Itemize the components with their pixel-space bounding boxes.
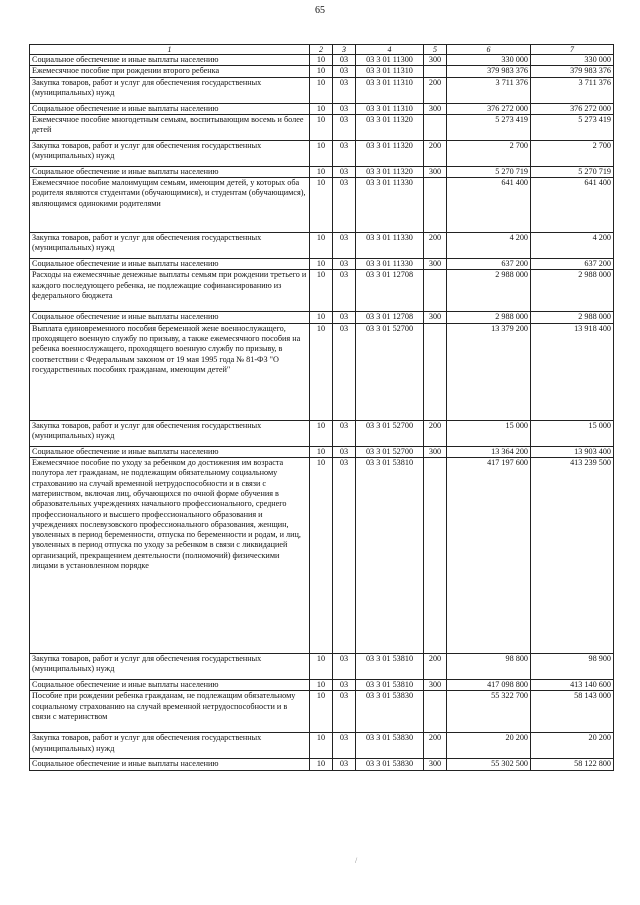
row-name: Ежемесячное пособие при рождении второго ребенка xyxy=(30,66,310,77)
col-header: 5 xyxy=(424,45,447,55)
row-subsection: 03 xyxy=(333,233,356,259)
row-amount-year-2: 58 122 800 xyxy=(531,759,614,770)
row-expense-type: 200 xyxy=(424,654,447,680)
table-row xyxy=(30,259,614,270)
row-target-code: 03 3 01 53830 xyxy=(356,733,424,759)
row-name: Социальное обеспечение и иные выплаты населению xyxy=(30,166,310,177)
row-amount-year-1: 98 800 xyxy=(447,654,531,680)
col-header: 1 xyxy=(30,45,310,55)
row-name: Выплата единовременного пособия беременной жене военнослужащего, проходящего военную службу по призыву, а также ежемесячного пособия на ребенка военнослужащего, проходящего военную службу по призыву, в соответствии с Федеральным законом от 19 мая 1995 года № 81-ФЗ "О государственных пособиях гражданам, имеющим детей" xyxy=(30,323,310,420)
table-row xyxy=(30,323,614,420)
row-expense-type: 300 xyxy=(424,446,447,457)
row-name: Пособие при рождении ребенка гражданам, не подлежащим обязательному социальному страхованию на случай временной нетрудоспособности и в связи с материнством xyxy=(30,691,310,733)
table-row xyxy=(30,759,614,770)
row-target-code: 03 3 01 12708 xyxy=(356,312,424,323)
scan-mark: / xyxy=(355,856,358,865)
row-subsection: 03 xyxy=(333,77,356,103)
row-amount-year-2: 5 273 419 xyxy=(531,114,614,140)
row-amount-year-1: 2 988 000 xyxy=(447,270,531,312)
row-expense-type: 300 xyxy=(424,259,447,270)
row-section: 10 xyxy=(310,420,333,446)
row-expense-type: 200 xyxy=(424,77,447,103)
row-subsection: 03 xyxy=(333,178,356,233)
table-row xyxy=(30,458,614,654)
row-amount-year-2: 413 140 600 xyxy=(531,680,614,691)
col-header: 2 xyxy=(310,45,333,55)
row-expense-type xyxy=(424,114,447,140)
row-section: 10 xyxy=(310,77,333,103)
row-subsection: 03 xyxy=(333,66,356,77)
col-header: 4 xyxy=(356,45,424,55)
row-section: 10 xyxy=(310,654,333,680)
row-amount-year-2: 2 988 000 xyxy=(531,312,614,323)
table-row xyxy=(30,103,614,114)
row-subsection: 03 xyxy=(333,140,356,166)
row-name: Расходы на ежемесячные денежные выплаты семьям при рождении третьего и каждого последующего ребенка, не подлежащие софинансированию из федерального бюджета xyxy=(30,270,310,312)
row-subsection: 03 xyxy=(333,323,356,420)
row-name: Ежемесячное пособие малоимущим семьям, имеющим детей, у которых оба родителя являются студентами (обучающимися), и студентам (обучающимся), являющимся одинокими родителями xyxy=(30,178,310,233)
row-name: Закупка товаров, работ и услуг для обеспечения государственных (муниципальных) нужд xyxy=(30,420,310,446)
table-row xyxy=(30,114,614,140)
row-name: Закупка товаров, работ и услуг для обеспечения государственных (муниципальных) нужд xyxy=(30,654,310,680)
row-section: 10 xyxy=(310,759,333,770)
table-row xyxy=(30,680,614,691)
row-target-code: 03 3 01 11320 xyxy=(356,114,424,140)
row-subsection: 03 xyxy=(333,733,356,759)
row-expense-type xyxy=(424,691,447,733)
row-expense-type xyxy=(424,178,447,233)
row-subsection: 03 xyxy=(333,312,356,323)
row-expense-type xyxy=(424,323,447,420)
row-expense-type: 300 xyxy=(424,312,447,323)
table-row xyxy=(30,178,614,233)
row-name: Закупка товаров, работ и услуг для обеспечения государственных (муниципальных) нужд xyxy=(30,733,310,759)
row-target-code: 03 3 01 53830 xyxy=(356,759,424,770)
row-target-code: 03 3 01 11330 xyxy=(356,259,424,270)
row-target-code: 03 3 01 52700 xyxy=(356,446,424,457)
row-amount-year-2: 5 270 719 xyxy=(531,166,614,177)
row-subsection: 03 xyxy=(333,691,356,733)
row-target-code: 03 3 01 53810 xyxy=(356,680,424,691)
row-section: 10 xyxy=(310,259,333,270)
row-section: 10 xyxy=(310,140,333,166)
row-amount-year-1: 330 000 xyxy=(447,55,531,66)
row-amount-year-1: 15 000 xyxy=(447,420,531,446)
row-expense-type: 300 xyxy=(424,103,447,114)
row-amount-year-2: 20 200 xyxy=(531,733,614,759)
table-body xyxy=(30,55,614,771)
row-amount-year-1: 5 270 719 xyxy=(447,166,531,177)
row-target-code: 03 3 01 53810 xyxy=(356,654,424,680)
row-amount-year-1: 55 302 500 xyxy=(447,759,531,770)
row-expense-type: 300 xyxy=(424,166,447,177)
row-amount-year-1: 2 700 xyxy=(447,140,531,166)
row-expense-type xyxy=(424,270,447,312)
row-amount-year-2: 637 200 xyxy=(531,259,614,270)
row-section: 10 xyxy=(310,66,333,77)
row-amount-year-1: 55 322 700 xyxy=(447,691,531,733)
table-row xyxy=(30,66,614,77)
row-name: Социальное обеспечение и иные выплаты населению xyxy=(30,312,310,323)
budget-table xyxy=(29,44,614,771)
row-name: Социальное обеспечение и иные выплаты населению xyxy=(30,446,310,457)
row-amount-year-2: 15 000 xyxy=(531,420,614,446)
row-target-code: 03 3 01 11330 xyxy=(356,233,424,259)
row-amount-year-2: 2 988 000 xyxy=(531,270,614,312)
row-name: Социальное обеспечение и иные выплаты населению xyxy=(30,103,310,114)
row-section: 10 xyxy=(310,446,333,457)
row-amount-year-2: 641 400 xyxy=(531,178,614,233)
row-expense-type: 300 xyxy=(424,680,447,691)
row-subsection: 03 xyxy=(333,680,356,691)
row-expense-type xyxy=(424,66,447,77)
row-expense-type xyxy=(424,458,447,654)
table-row xyxy=(30,446,614,457)
row-amount-year-2: 4 200 xyxy=(531,233,614,259)
row-name: Закупка товаров, работ и услуг для обеспечения государственных (муниципальных) нужд xyxy=(30,77,310,103)
row-expense-type: 300 xyxy=(424,759,447,770)
row-subsection: 03 xyxy=(333,114,356,140)
row-amount-year-1: 13 364 200 xyxy=(447,446,531,457)
row-name: Социальное обеспечение и иные выплаты населению xyxy=(30,680,310,691)
row-amount-year-2: 98 900 xyxy=(531,654,614,680)
table-row xyxy=(30,420,614,446)
row-name: Социальное обеспечение и иные выплаты населению xyxy=(30,759,310,770)
row-target-code: 03 3 01 11310 xyxy=(356,77,424,103)
table-row xyxy=(30,312,614,323)
row-amount-year-2: 13 918 400 xyxy=(531,323,614,420)
row-amount-year-1: 3 711 376 xyxy=(447,77,531,103)
row-section: 10 xyxy=(310,691,333,733)
row-section: 10 xyxy=(310,55,333,66)
row-section: 10 xyxy=(310,733,333,759)
row-amount-year-1: 641 400 xyxy=(447,178,531,233)
row-amount-year-1: 4 200 xyxy=(447,233,531,259)
row-section: 10 xyxy=(310,458,333,654)
page-number: 65 xyxy=(315,5,325,16)
row-expense-type: 300 xyxy=(424,55,447,66)
row-amount-year-2: 379 983 376 xyxy=(531,66,614,77)
row-section: 10 xyxy=(310,680,333,691)
row-section: 10 xyxy=(310,178,333,233)
table-row xyxy=(30,77,614,103)
row-section: 10 xyxy=(310,103,333,114)
row-amount-year-2: 13 903 400 xyxy=(531,446,614,457)
row-expense-type: 200 xyxy=(424,140,447,166)
row-section: 10 xyxy=(310,270,333,312)
row-target-code: 03 3 01 52700 xyxy=(356,323,424,420)
col-header: 7 xyxy=(531,45,614,55)
row-expense-type: 200 xyxy=(424,233,447,259)
table-row xyxy=(30,733,614,759)
row-subsection: 03 xyxy=(333,270,356,312)
row-target-code: 03 3 01 11310 xyxy=(356,103,424,114)
row-amount-year-2: 413 239 500 xyxy=(531,458,614,654)
row-expense-type: 200 xyxy=(424,420,447,446)
row-amount-year-2: 2 700 xyxy=(531,140,614,166)
row-target-code: 03 3 01 11300 xyxy=(356,55,424,66)
row-amount-year-1: 20 200 xyxy=(447,733,531,759)
table-row xyxy=(30,654,614,680)
row-subsection: 03 xyxy=(333,103,356,114)
row-name: Ежемесячное пособие по уходу за ребенком до достижения им возраста полутора лет гражданам, не подлежащим обязательному социальному страхованию на случай временной нетрудоспособности и в связи с материнством, включая лиц, обучающихся по очной форме обучения в образовательных учреждениях начального профессионального, среднего профессионального и высшего профессионального образования и учреждениях послевузовского профессионального образования, женщин, уволенных в период беременности, отпуска по беременности и родам, и лиц, уволенных в период отпуска по уходу за ребенком в связи с ликвидацией организаций, прекращением деятельности (полномочий) физическими лицами в установленном порядке xyxy=(30,458,310,654)
row-amount-year-1: 376 272 000 xyxy=(447,103,531,114)
row-subsection: 03 xyxy=(333,446,356,457)
row-subsection: 03 xyxy=(333,458,356,654)
row-amount-year-1: 2 988 000 xyxy=(447,312,531,323)
row-subsection: 03 xyxy=(333,759,356,770)
row-subsection: 03 xyxy=(333,420,356,446)
header-row xyxy=(30,45,614,55)
row-amount-year-1: 5 273 419 xyxy=(447,114,531,140)
row-amount-year-1: 417 098 800 xyxy=(447,680,531,691)
table-row xyxy=(30,140,614,166)
row-target-code: 03 3 01 11320 xyxy=(356,166,424,177)
row-amount-year-2: 58 143 000 xyxy=(531,691,614,733)
row-amount-year-1: 379 983 376 xyxy=(447,66,531,77)
row-amount-year-1: 417 197 600 xyxy=(447,458,531,654)
row-target-code: 03 3 01 52700 xyxy=(356,420,424,446)
col-header: 6 xyxy=(447,45,531,55)
row-subsection: 03 xyxy=(333,166,356,177)
row-target-code: 03 3 01 53830 xyxy=(356,691,424,733)
row-target-code: 03 3 01 53810 xyxy=(356,458,424,654)
row-target-code: 03 3 01 11330 xyxy=(356,178,424,233)
row-name: Ежемесячное пособие многодетным семьям, воспитывающим восемь и более детей xyxy=(30,114,310,140)
col-header: 3 xyxy=(333,45,356,55)
row-subsection: 03 xyxy=(333,259,356,270)
table-row xyxy=(30,233,614,259)
row-section: 10 xyxy=(310,323,333,420)
row-name: Закупка товаров, работ и услуг для обеспечения государственных (муниципальных) нужд xyxy=(30,233,310,259)
row-name: Закупка товаров, работ и услуг для обеспечения государственных (муниципальных) нужд xyxy=(30,140,310,166)
row-amount-year-1: 13 379 200 xyxy=(447,323,531,420)
row-section: 10 xyxy=(310,166,333,177)
row-section: 10 xyxy=(310,312,333,323)
row-name: Социальное обеспечение и иные выплаты населению xyxy=(30,55,310,66)
row-expense-type: 200 xyxy=(424,733,447,759)
row-section: 10 xyxy=(310,233,333,259)
row-subsection: 03 xyxy=(333,55,356,66)
row-section: 10 xyxy=(310,114,333,140)
row-target-code: 03 3 01 11310 xyxy=(356,66,424,77)
table-row xyxy=(30,691,614,733)
table-row xyxy=(30,270,614,312)
row-amount-year-2: 376 272 000 xyxy=(531,103,614,114)
row-target-code: 03 3 01 11320 xyxy=(356,140,424,166)
row-name: Социальное обеспечение и иные выплаты населению xyxy=(30,259,310,270)
row-amount-year-2: 330 000 xyxy=(531,55,614,66)
row-target-code: 03 3 01 12708 xyxy=(356,270,424,312)
row-amount-year-2: 3 711 376 xyxy=(531,77,614,103)
row-amount-year-1: 637 200 xyxy=(447,259,531,270)
row-subsection: 03 xyxy=(333,654,356,680)
table-row xyxy=(30,166,614,177)
table-row xyxy=(30,55,614,66)
